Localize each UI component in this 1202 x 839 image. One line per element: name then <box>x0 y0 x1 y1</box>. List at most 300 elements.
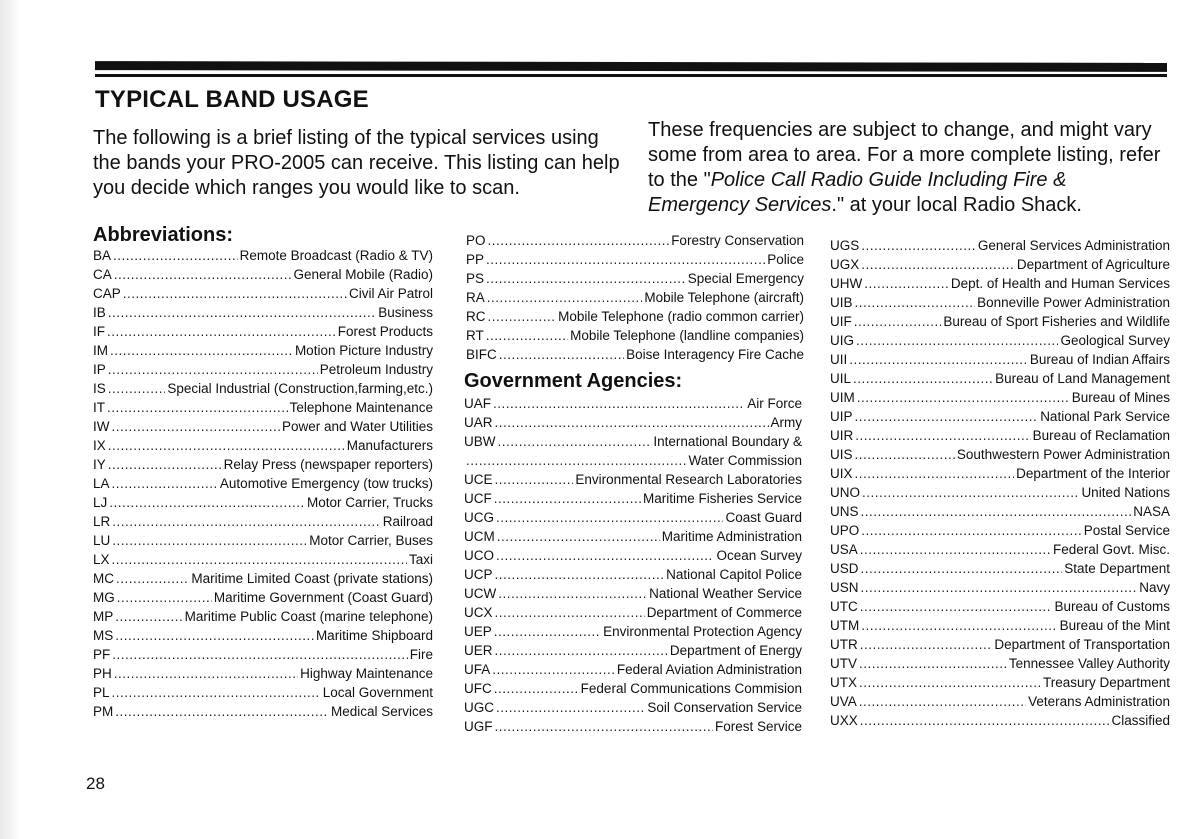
abbreviation-entry <box>93 417 433 436</box>
agency-entry <box>830 673 1170 692</box>
abbreviation-description: Highway Maintenance <box>300 666 433 681</box>
agency-entry <box>464 546 802 565</box>
dot-leader <box>117 588 212 607</box>
abbreviation-description: Telephone Maintenance <box>289 400 433 415</box>
dot-leader <box>108 360 318 379</box>
agency-code: UNS <box>830 504 859 519</box>
agency-code: UTM <box>830 618 860 633</box>
agency-entry <box>464 603 802 622</box>
dot-leader <box>495 470 574 489</box>
agency-description: Federal Communications Commision <box>580 681 802 696</box>
dot-leader <box>486 269 686 288</box>
abbreviation-code: MG <box>93 590 115 605</box>
dot-leader <box>498 432 652 451</box>
agency-entry <box>830 635 1170 654</box>
agency-description: Bureau of the Mint <box>1059 618 1170 633</box>
abbreviation-entry <box>93 360 433 379</box>
abbreviation-code: PM <box>93 704 114 719</box>
abbreviation-description: Business <box>378 305 433 320</box>
abbreviation-code: MP <box>93 609 114 624</box>
agency-description: Bureau of Sport Fisheries and Wildlife <box>943 314 1170 329</box>
agency-entry <box>464 470 802 489</box>
abbreviation-code: RC <box>466 309 486 324</box>
abbreviation-description: Mobile Telephone (aircraft) <box>644 290 804 305</box>
agency-description: Tennessee Valley Authority <box>1008 656 1170 671</box>
agency-description: Department of Agriculture <box>1016 257 1170 272</box>
abbreviation-description: Forestry Conservation <box>671 233 804 248</box>
dot-leader <box>860 635 993 654</box>
agency-description: Environmental Protection Agency <box>603 624 802 639</box>
dot-leader <box>861 502 1132 521</box>
abbreviation-code: IX <box>93 438 106 453</box>
dot-leader <box>114 664 298 683</box>
abbreviation-code: LX <box>93 552 110 567</box>
government-list-col3 <box>830 236 1170 730</box>
agency-description: Soil Conservation Service <box>647 700 802 715</box>
agency-code: UTR <box>830 637 858 652</box>
agency-code: UII <box>830 352 848 367</box>
dot-leader <box>108 303 376 322</box>
abbreviation-description: Police <box>767 252 804 267</box>
agency-description: Bureau of Mines <box>1071 390 1170 405</box>
dot-leader <box>861 521 1081 540</box>
abbreviation-entry <box>466 307 804 326</box>
agency-entry <box>830 597 1170 616</box>
abbreviation-entry <box>93 246 433 265</box>
agency-entry <box>830 312 1170 331</box>
dot-leader <box>857 388 1070 407</box>
abbreviation-code: PL <box>93 685 110 700</box>
dot-leader <box>859 673 1041 692</box>
agency-entry <box>830 502 1170 521</box>
dot-leader <box>109 493 305 512</box>
agency-entry <box>464 432 802 451</box>
dot-leader <box>496 546 714 565</box>
dot-leader <box>849 350 1028 369</box>
abbreviation-description: Relay Press (newspaper reporters) <box>223 457 433 472</box>
dot-leader <box>861 616 1057 635</box>
abbreviation-entry <box>93 645 433 664</box>
agency-entry <box>830 350 1170 369</box>
abbreviation-code: PP <box>466 252 485 267</box>
agency-code: UBW <box>464 434 496 449</box>
abbreviation-entry <box>93 588 433 607</box>
abbreviation-code: IB <box>93 305 106 320</box>
agency-description: National Capitol Police <box>666 567 802 582</box>
agency-code: UAR <box>464 415 493 430</box>
abbreviation-entry <box>93 284 433 303</box>
abbreviation-code: RT <box>466 328 484 343</box>
abbreviation-description: Local Government <box>322 685 433 700</box>
abbreviation-description: General Mobile (Radio) <box>293 267 433 282</box>
agency-code: USA <box>830 542 858 557</box>
abbreviation-entry <box>93 531 433 550</box>
dot-leader <box>115 607 182 626</box>
agency-code: UIS <box>830 447 853 462</box>
dot-leader <box>854 312 942 331</box>
abbreviation-description: Civil Air Patrol <box>348 286 433 301</box>
agency-code: UTX <box>830 675 857 690</box>
agency-code: UGF <box>464 719 493 734</box>
abbreviation-description: Medical Services <box>330 704 433 719</box>
agency-code: UXX <box>830 713 858 728</box>
abbreviation-description: Railroad <box>382 514 433 529</box>
intro-paragraph-right <box>648 118 1173 218</box>
abbreviation-entry <box>466 250 804 269</box>
dot-leader <box>861 255 1015 274</box>
dot-leader <box>494 489 641 508</box>
dot-leader <box>859 654 1007 673</box>
abbreviation-description: Maritime Limited Coast (private stations) <box>191 571 433 586</box>
abbreviation-description: Automotive Emergency (tow trucks) <box>219 476 433 491</box>
agency-code: UFC <box>464 681 492 696</box>
dot-leader <box>112 417 280 436</box>
government-list-col2 <box>464 394 802 736</box>
agency-description: Department of Commerce <box>646 605 802 620</box>
page-title: TYPICAL BAND USAGE <box>95 86 369 113</box>
abbreviation-code: LU <box>93 533 111 548</box>
abbreviation-code: LR <box>93 514 111 529</box>
government-agencies-heading: Government Agencies: <box>464 370 683 392</box>
abbreviation-entry <box>93 398 433 417</box>
agency-description: Ocean Survey <box>716 548 802 563</box>
dot-leader <box>497 527 660 546</box>
agency-entry <box>464 394 802 413</box>
agency-description: Bonneville Power Administration <box>977 295 1170 310</box>
agency-description: Classified <box>1111 713 1170 728</box>
abbreviation-description: Special Industrial (Construction,farming,etc.) <box>167 381 433 396</box>
dot-leader <box>494 679 579 698</box>
agency-entry <box>830 521 1170 540</box>
abbreviation-code: BA <box>93 248 112 263</box>
abbreviation-entry <box>93 626 433 645</box>
agency-code: UFA <box>464 662 491 677</box>
abbreviation-code: MC <box>93 571 114 586</box>
abbreviation-code: IS <box>93 381 106 396</box>
abbreviation-code: IW <box>93 419 110 434</box>
agency-entry <box>830 255 1170 274</box>
abbreviations-heading: Abbreviations: <box>93 224 234 246</box>
agency-description: Postal Service <box>1083 523 1170 538</box>
dot-leader <box>861 578 1138 597</box>
agency-entry <box>830 236 1170 255</box>
agency-code: UPO <box>830 523 860 538</box>
agency-code: UIX <box>830 466 853 481</box>
agency-description: United Nations <box>1081 485 1170 500</box>
agency-entry <box>830 464 1170 483</box>
dot-leader <box>861 236 976 255</box>
abbreviation-description: Mobile Telephone (landline companies) <box>570 328 804 343</box>
abbreviation-entry <box>466 326 804 345</box>
agency-description: Environmental Research Laboratories <box>575 472 802 487</box>
agency-description: Federal Govt. Misc. <box>1052 542 1170 557</box>
agency-code: UGX <box>830 257 860 272</box>
agency-description: Treasury Department <box>1042 675 1170 690</box>
agency-entry <box>464 717 802 736</box>
agency-entry <box>464 679 802 698</box>
abbreviation-code: IT <box>93 400 105 415</box>
abbreviation-entry <box>93 455 433 474</box>
abbreviation-description: Maritime Public Coast (marine telephone) <box>184 609 433 624</box>
agency-code: UHW <box>830 276 863 291</box>
agency-entry <box>464 584 802 603</box>
dot-leader <box>855 293 976 312</box>
agency-description: International Boundary & <box>653 434 802 449</box>
abbreviation-code: PF <box>93 647 111 662</box>
dot-leader <box>496 698 645 717</box>
abbreviation-code: RA <box>466 290 485 305</box>
dot-leader <box>855 464 1015 483</box>
dot-leader <box>112 550 407 569</box>
agency-code: UCO <box>464 548 494 563</box>
guide-title: Police Call Radio Guide Including Fire & Emergency Services <box>648 169 1067 216</box>
agency-entry <box>830 426 1170 445</box>
abbreviation-entry <box>93 493 433 512</box>
agency-entry <box>830 445 1170 464</box>
dot-leader <box>466 451 686 470</box>
agency-code: UCW <box>464 586 497 601</box>
intro-paragraph-left: The following is a brief listing of the typical services using the bands your PRO-2005 can receive. This listing can help you decide which ranges you would like to scan. <box>93 127 620 199</box>
abbreviation-description: Manufacturers <box>346 438 433 453</box>
abbreviation-description: Special Emergency <box>687 271 804 286</box>
agency-description: Veterans Administration <box>1028 694 1170 709</box>
abbreviation-description: Motion Picture Industry <box>294 343 433 358</box>
agency-entry <box>464 660 802 679</box>
dot-leader <box>108 455 222 474</box>
dot-leader <box>488 307 557 326</box>
agency-description: Dept. of Health and Human Services <box>950 276 1170 291</box>
agency-code: USN <box>830 580 859 595</box>
agency-entry <box>830 654 1170 673</box>
agency-description: Navy <box>1139 580 1170 595</box>
agency-code: UEP <box>464 624 492 639</box>
abbreviation-description: Forest Products <box>337 324 433 339</box>
abbreviation-description: Power and Water Utilities <box>281 419 433 434</box>
abbreviation-entry <box>93 436 433 455</box>
dot-leader <box>115 702 329 721</box>
abbreviation-entry <box>93 265 433 284</box>
dot-leader <box>499 345 624 364</box>
dot-leader <box>495 717 713 736</box>
agency-description: Department of the Interior <box>1016 466 1170 481</box>
abbreviation-code: PO <box>466 233 486 248</box>
agency-description: Bureau of Reclamation <box>1032 428 1170 443</box>
abbreviation-description: Petroleum Industry <box>319 362 433 377</box>
agency-code: UCF <box>464 491 492 506</box>
abbreviations-list-col2 <box>466 231 804 364</box>
abbreviation-entry <box>93 550 433 569</box>
dot-leader <box>860 597 1053 616</box>
agency-entry <box>464 451 802 470</box>
abbreviation-entry <box>466 288 804 307</box>
agency-entry <box>464 698 802 717</box>
abbreviation-code: IY <box>93 457 106 472</box>
agency-description: General Services Administration <box>977 238 1170 253</box>
abbreviation-description: Maritime Shipboard <box>315 628 433 643</box>
agency-code: UCM <box>464 529 495 544</box>
abbreviation-code: IF <box>93 324 105 339</box>
dot-leader <box>108 379 166 398</box>
dot-leader <box>864 274 949 293</box>
agency-entry <box>830 616 1170 635</box>
abbreviation-entry <box>93 322 433 341</box>
agency-code: UIF <box>830 314 852 329</box>
agency-code: UIM <box>830 390 855 405</box>
abbreviation-code: IM <box>93 343 108 358</box>
agency-entry <box>464 413 802 432</box>
dot-leader <box>112 531 307 550</box>
agency-entry <box>830 559 1170 578</box>
agency-code: UCE <box>464 472 493 487</box>
agency-entry <box>830 331 1170 350</box>
dot-leader <box>487 288 643 307</box>
dot-leader <box>498 584 647 603</box>
page-number: 28 <box>86 774 105 793</box>
abbreviation-entry <box>93 303 433 322</box>
agency-code: UCP <box>464 567 493 582</box>
abbreviation-entry <box>466 231 804 250</box>
agency-code: UER <box>464 643 493 658</box>
agency-entry <box>830 711 1170 730</box>
agency-description: Federal Aviation Administration <box>616 662 802 677</box>
agency-description: Maritime Fisheries Service <box>642 491 802 506</box>
dot-leader <box>860 711 1110 730</box>
abbreviation-code: CA <box>93 267 112 282</box>
agency-code: UTV <box>830 656 857 671</box>
dot-leader <box>123 284 347 303</box>
agency-entry <box>830 274 1170 293</box>
agency-code: UIG <box>830 333 855 348</box>
dot-leader <box>115 626 314 645</box>
dot-leader <box>112 512 380 531</box>
intro-right-text-start: These frequencies are subject to change, and might vary some from area to area. For a more complete listing, refer to the " <box>648 119 1161 191</box>
agency-entry <box>464 622 802 641</box>
agency-description: Maritime Administration <box>661 529 802 544</box>
agency-code: UVA <box>830 694 857 709</box>
agency-code: UIP <box>830 409 853 424</box>
abbreviation-code: PH <box>93 666 112 681</box>
top-rule <box>95 61 1167 72</box>
abbreviation-entry <box>93 512 433 531</box>
dot-leader <box>861 559 1063 578</box>
intro-right-text-end: ." at your local Radio Shack. <box>831 194 1082 216</box>
abbreviation-entry <box>466 269 804 288</box>
agency-code: UAF <box>464 396 491 411</box>
agency-entry <box>830 483 1170 502</box>
agency-description: Forest Service <box>714 719 802 734</box>
agency-entry <box>830 369 1170 388</box>
agency-description: Department of Transportation <box>994 637 1170 652</box>
dot-leader <box>107 398 288 417</box>
agency-description: NASA <box>1133 504 1170 519</box>
abbreviation-code: IP <box>93 362 106 377</box>
agency-description: Air Force <box>747 396 802 411</box>
dot-leader <box>855 407 1039 426</box>
agency-code: UIB <box>830 295 853 310</box>
abbreviation-entry <box>93 569 433 588</box>
agency-description: Bureau of Land Management <box>995 371 1170 386</box>
abbreviation-description: Maritime Government (Coast Guard) <box>213 590 433 605</box>
agency-description: Bureau of Indian Affairs <box>1029 352 1170 367</box>
abbreviation-entry <box>93 702 433 721</box>
dot-leader <box>855 426 1030 445</box>
dot-leader <box>107 322 336 341</box>
dot-leader <box>856 331 1058 350</box>
abbreviation-entry <box>93 607 433 626</box>
dot-leader <box>110 341 293 360</box>
abbreviation-description: Remote Broadcast (Radio & TV) <box>239 248 433 263</box>
abbreviations-list-col1 <box>93 246 433 721</box>
dot-leader <box>112 645 407 664</box>
abbreviation-description: Mobile Telephone (radio common carrier) <box>558 309 804 324</box>
agency-code: UNO <box>830 485 860 500</box>
abbreviation-description: Fire <box>409 647 433 662</box>
agency-description: Department of Energy <box>669 643 802 658</box>
agency-entry <box>830 407 1170 426</box>
agency-code: UGC <box>464 700 494 715</box>
abbreviation-description: Motor Carrier, Trucks <box>306 495 433 510</box>
agency-code: UTC <box>830 599 858 614</box>
agency-code: UIL <box>830 371 852 386</box>
agency-code: UGS <box>830 238 860 253</box>
top-rule-thin <box>95 74 1167 77</box>
dot-leader <box>112 474 218 493</box>
abbreviation-code: CAP <box>93 286 121 301</box>
dot-leader <box>116 569 189 588</box>
dot-leader <box>113 246 238 265</box>
abbreviation-code: PS <box>466 271 485 286</box>
abbreviation-description: Motor Carrier, Buses <box>309 533 433 548</box>
dot-leader <box>488 231 670 250</box>
agency-code: UIR <box>830 428 854 443</box>
dot-leader <box>855 445 955 464</box>
dot-leader <box>495 603 645 622</box>
abbreviation-entry <box>93 341 433 360</box>
dot-leader <box>486 326 568 345</box>
agency-entry <box>464 508 802 527</box>
dot-leader <box>114 265 292 284</box>
agency-entry <box>464 489 802 508</box>
dot-leader <box>495 641 668 660</box>
agency-description: Water Commission <box>688 453 802 468</box>
dot-leader <box>494 622 601 641</box>
agency-code: UCG <box>464 510 494 525</box>
abbreviation-entry <box>93 683 433 702</box>
abbreviation-code: BIFC <box>466 347 497 362</box>
dot-leader <box>486 250 765 269</box>
dot-leader <box>492 660 615 679</box>
dot-leader <box>853 369 993 388</box>
abbreviation-description: Taxi <box>408 552 433 567</box>
agency-description: Bureau of Customs <box>1054 599 1170 614</box>
agency-entry <box>464 641 802 660</box>
agency-description: Coast Guard <box>725 510 802 525</box>
abbreviation-code: LA <box>93 476 110 491</box>
agency-code: UCX <box>464 605 493 620</box>
abbreviation-entry <box>93 474 433 493</box>
abbreviation-code: MS <box>93 628 114 643</box>
dot-leader <box>859 692 1026 711</box>
abbreviation-description: Boise Interagency Fire Cache <box>626 347 804 362</box>
agency-description: National Weather Service <box>649 586 802 601</box>
agency-description: State Department <box>1064 561 1170 576</box>
agency-description: National Park Service <box>1040 409 1170 424</box>
abbreviation-entry <box>466 345 804 364</box>
agency-entry <box>464 565 802 584</box>
agency-description: Southwestern Power Administration <box>956 447 1170 462</box>
dot-leader <box>495 413 769 432</box>
dot-leader <box>862 483 1079 502</box>
